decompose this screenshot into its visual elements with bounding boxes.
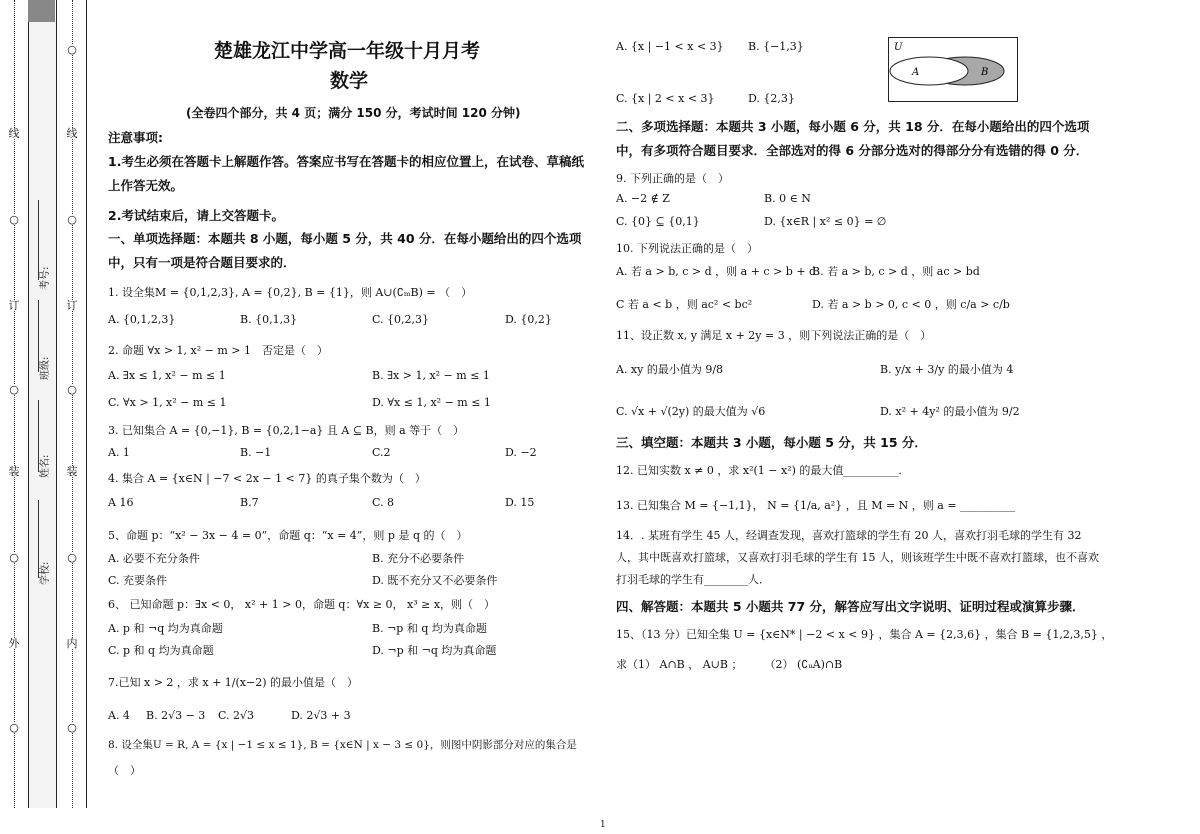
question-5: 5、命题 p：“x² − 3x − 4 = 0”，命题 q：“x = 4”，则 p 是 q 的（ ）: [108, 529, 468, 542]
outer-char-wai: 外: [8, 637, 20, 650]
q2-option-d: D. ∀x ≤ 1, x² − m ≤ 1: [372, 396, 491, 409]
outer-circle: ○: [7, 384, 21, 395]
q5-option-b: B. 充分不必要条件: [372, 552, 465, 565]
field-examno-line[interactable]: [38, 200, 39, 280]
binding-strip-top-block: [28, 0, 55, 22]
exam-title: 楚雄龙江中学高一年级十月月考: [214, 40, 481, 62]
q10-option-c: C 若 a < b ，则 ac² < bc²: [616, 298, 753, 311]
q2-option-a: A. ∃x ≤ 1, x² − m ≤ 1: [108, 369, 226, 382]
q1-option-b: B. {0,1,3}: [240, 313, 298, 326]
q5-option-c: C. 充要条件: [108, 574, 168, 587]
question-14: 14．. 某班有学生 45 人，经调查发现，喜欢打篮球的学生有 20 人，喜欢打羽毛球的学生有 32 人，其中既喜欢打篮球，又喜欢打羽毛球的学生有 15 人，则该班学生中既不喜欢打篮球，也不喜欢打羽毛球的学生有________人．: [616, 529, 1099, 586]
field-school-line[interactable]: [38, 500, 39, 578]
q6-option-b: B. ¬p 和 q 均为真命题: [372, 622, 487, 635]
q1-option-a: A. {0,1,2,3}: [108, 313, 176, 326]
venn-set-a: [890, 57, 968, 85]
q1-option-d: D. {0,2}: [505, 313, 552, 326]
q7-option-c: C. 2√3: [218, 709, 255, 722]
q9-option-d: D. {x∈R | x² ≤ 0} = ∅: [764, 215, 887, 228]
inner-char-zhuang: 装: [66, 465, 78, 478]
question-4: 4. 集合 A = {x∈N | −7 < 2x − 1 < 7} 的真子集个数为（ ）: [108, 472, 426, 485]
outer-char-ding: 订: [8, 299, 20, 312]
venn-diagram: [888, 37, 1018, 102]
q5-option-a: A. 必要不充分条件: [108, 552, 200, 565]
question-15: 15、（13 分）已知全集 U = {x∈N* | −2 < x < 9} ，集合 A = {2,3,6} ，集合 B = {1,2,3,5} ，: [616, 628, 1113, 641]
outer-char-zhuang: 装: [8, 465, 20, 478]
q4-option-d: D. 15: [505, 496, 535, 509]
q8-option-b: B. {−1,3}: [748, 40, 804, 53]
q1-option-c: C. {0,2,3}: [372, 313, 430, 326]
inner-char-ding: 订: [66, 299, 78, 312]
q11-option-c: C. √x + √(2y) 的最大值为 √6: [616, 405, 766, 418]
q9-option-a: A. −2 ∉ Z: [616, 192, 670, 205]
outer-circle: ○: [7, 214, 21, 225]
outer-char-xian: 线: [8, 127, 20, 140]
q7-option-b: B. 2√3 − 3: [146, 709, 206, 722]
q8-option-a: A. {x | −1 < x < 3}: [616, 40, 724, 53]
question-7: 7.已知 x > 2 ，求 x + 1/(x−2) 的最小值是（ ）: [108, 676, 359, 689]
page-number: 1: [600, 820, 606, 830]
inner-circle: ○: [65, 214, 79, 225]
q6-option-d: D. ¬p 和 ¬q 均为真命题: [372, 644, 497, 657]
inner-dotted-line: [72, 0, 73, 808]
notice-item-1: 1.考生必须在答题卡上解题作答。答案应书写在答题卡的相应位置上，在试卷、草稿纸上作答无效。: [108, 154, 584, 193]
outer-dotted-line: [14, 0, 15, 808]
question-12: 12. 已知实数 x ≠ 0 ，求 x²(1 − x²) 的最大值__________.: [616, 464, 902, 477]
q11-option-a: A. xy 的最小值为 9/8: [616, 363, 724, 376]
question-2: 2. 命题 ∀x > 1, x² − m > 1 否定是（ ）: [108, 344, 328, 357]
venn-label-u: U: [894, 42, 903, 53]
outer-circle: ○: [7, 552, 21, 563]
q4-option-c: C. 8: [372, 496, 395, 509]
exam-subtitle: (全卷四个部分，共 4 页；满分 150 分，考试时间 120 分钟): [186, 106, 521, 120]
inner-circle: ○: [65, 384, 79, 395]
q8-option-c: C. {x | 2 < x < 3}: [616, 92, 715, 105]
field-school-label: 学校:: [40, 561, 51, 585]
field-name-line[interactable]: [38, 400, 39, 472]
q8-option-d: D. {2,3}: [748, 92, 795, 105]
inner-char-nei: 内: [66, 637, 78, 650]
field-examno-label: 考号:: [40, 266, 51, 290]
question-13: 13. 已知集合 M = {−1,1}， N = {1/a, a²} ，且 M = N ，则 a = __________: [616, 499, 1016, 512]
q7-option-a: A. 4: [108, 709, 130, 722]
q9-option-b: B. 0 ∈ N: [764, 192, 811, 205]
exam-subject: 数学: [330, 70, 369, 92]
notice-heading: 注意事项:: [108, 130, 163, 145]
inner-char-xian: 线: [66, 127, 78, 140]
q3-option-a: A. 1: [108, 446, 130, 459]
q10-option-d: D. 若 a > b > 0, c < 0 ，则 c/a > c/b: [812, 298, 1010, 311]
section4-heading: 四、解答题：本题共 5 小题共 77 分，解答应写出文字说明、证明过程或演算步骤．: [616, 599, 1085, 614]
question-10: 10. 下列说法正确的是（ ）: [616, 242, 758, 255]
binding-margin: [0, 0, 88, 808]
section2-heading: 二、多项选择题：本题共 3 小题，每小题 6 分，共 18 分．在每小题给出的四个选项中，有多项符合题目要求．全部选对的得 6 分部分选对的得部分分有选错的得 0 分．: [616, 119, 1090, 158]
notice-item-2: 2.考试结束后，请上交答题卡。: [108, 208, 284, 223]
q2-option-c: C. ∀x > 1, x² − m ≤ 1: [108, 396, 227, 409]
field-class-label: 班级:: [40, 356, 51, 380]
q10-option-a: A. 若 a > b, c > d ，则 a + c > b + d: [616, 265, 817, 278]
inner-circle: ○: [65, 44, 79, 55]
q3-option-b: B. −1: [240, 446, 272, 459]
venn-label-a: A: [912, 67, 920, 78]
question-1: 1. 设全集M = {0,1,2,3}, A = {0,2}, B = {1}，则 A∪(∁ₘB) = （ ）: [108, 286, 473, 299]
q5-option-d: D. 既不充分又不必要条件: [372, 574, 498, 587]
field-name-label: 姓名:: [40, 454, 51, 478]
q11-option-b: B. y/x + 3/y 的最小值为 4: [880, 363, 1014, 376]
question-8-tail: （ ）: [108, 764, 141, 777]
q2-option-b: B. ∃x > 1, x² − m ≤ 1: [372, 369, 490, 382]
q6-option-c: C. p 和 q 均为真命题: [108, 644, 214, 657]
q3-option-d: D. −2: [505, 446, 537, 459]
binding-edge: [86, 0, 87, 808]
q11-option-d: D. x² + 4y² 的最小值为 9/2: [880, 405, 1020, 418]
inner-circle: ○: [65, 552, 79, 563]
q4-option-a: A 16: [108, 496, 134, 509]
question-3: 3. 已知集合 A = {0,−1}, B = {0,2,1−a} 且 A ⊆ B，则 a 等于（ ）: [108, 424, 465, 437]
question-6: 6、 已知命题 p：∃x < 0， x² + 1 > 0，命题 q：∀x ≥ 0， x³ ≥ x，则（ ）: [108, 598, 496, 611]
question-11: 11、设正数 x, y 满足 x + 2y = 3 ，则下列说法正确的是（ ）: [616, 329, 932, 342]
question-8: 8. 设全集U = R, A = {x | −1 ≤ x ≤ 1}, B = {x∈N | x − 3 ≤ 0}，则图中阴影部分对应的集合是: [108, 739, 577, 751]
question-15-ask: 求（1） A∩B ， A∪B ； （2） (∁ᵤA)∩B: [616, 658, 843, 671]
q3-option-c: C.2: [372, 446, 391, 459]
q7-option-d: D. 2√3 + 3: [291, 709, 351, 722]
section3-heading: 三、填空题：本题共 3 小题，每小题 5 分，共 15 分．: [616, 435, 927, 450]
binding-strip: [28, 0, 57, 808]
field-class-line[interactable]: [38, 300, 39, 372]
inner-circle: ○: [65, 722, 79, 733]
outer-circle: ○: [7, 722, 21, 733]
q10-option-b: B. 若 a > b, c > d ，则 ac > bd: [812, 265, 980, 278]
q4-option-b: B.7: [240, 496, 259, 509]
section1-heading: 一、单项选择题：本题共 8 小题，每小题 5 分，共 40 分．在每小题给出的四个选项中，只有一项是符合题目要求的．: [108, 231, 582, 270]
q6-option-a: A. p 和 ¬q 均为真命题: [108, 622, 223, 635]
q9-option-c: C. {0} ⊆ {0,1}: [616, 215, 700, 228]
question-9: 9. 下列正确的是（ ）: [616, 172, 729, 185]
venn-label-b: B: [981, 67, 989, 78]
